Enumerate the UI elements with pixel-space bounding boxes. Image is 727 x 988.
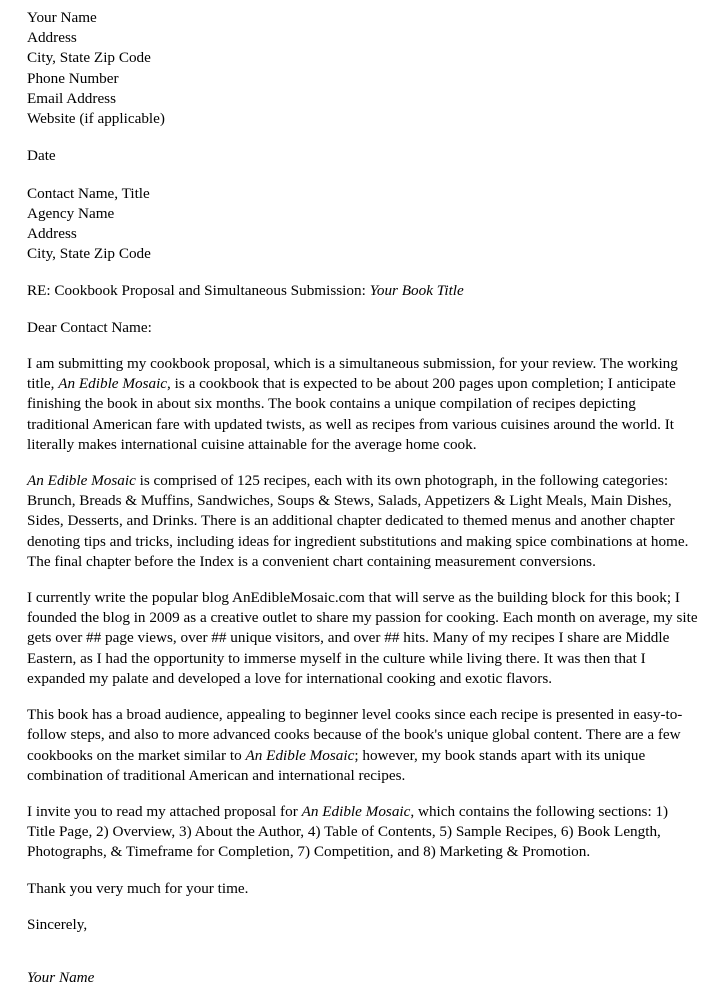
recipient-line: Address xyxy=(27,224,77,242)
body-paragraph-5 xyxy=(27,802,699,863)
sender-line: Website (if applicable) xyxy=(27,110,165,128)
body-paragraph-1 xyxy=(27,354,699,455)
subject-label: RE: Cookbook Proposal and Simultaneous Submission: xyxy=(27,282,366,300)
subject-book-title: Your Book Title xyxy=(369,282,464,300)
date-line: Date xyxy=(27,147,56,165)
sender-line: Email Address xyxy=(27,89,117,107)
closing: Sincerely, xyxy=(27,915,88,933)
recipient-address-block xyxy=(27,184,699,265)
paragraph-text: I am submitting my cookbook proposal, which is a simultaneous submission, for your review. The working title, xyxy=(27,354,678,393)
sender-line: Address xyxy=(27,29,77,47)
body-paragraph-2 xyxy=(27,471,699,572)
paragraph-text: ; however, my book stands apart with its unique combination of traditional American and international recipes. xyxy=(27,746,646,784)
subject-line xyxy=(27,281,699,301)
recipient-line: Agency Name xyxy=(27,204,115,222)
book-title-mention: An Edible Mosaic xyxy=(301,803,411,820)
date-block xyxy=(27,146,699,166)
recipient-line: City, State Zip Code xyxy=(27,245,151,263)
paragraph-text: I invite you to read my attached proposal for xyxy=(27,803,302,820)
book-title-mention: An Edible Mosaic xyxy=(27,471,136,489)
paragraph-text: , which contains the following sections: 1) Title Page, 2) Overview, 3) About the Author, 4) Table of Contents, 5) Sample Recipes, 6) Book Length, Photographs, & Timeframe for Completion, 7) Competition, and 8) Marketing & Promotion. xyxy=(27,803,669,861)
sender-address-block xyxy=(27,8,699,129)
body-paragraph-4 xyxy=(27,705,699,786)
signature-space xyxy=(27,951,699,968)
sender-line: Phone Number xyxy=(27,69,119,87)
book-title-mention: An Edible Mosaic xyxy=(245,746,355,764)
paragraph-text: , is a cookbook that is expected to be about 200 pages upon completion; I anticipate finishing the book in about six months. The book contains a unique compilation of recipes depicting traditional American fare with updated twists, as well as recipes from various cuisines around the world. It literally makes international cuisine attainable for the average home cook. xyxy=(27,375,676,453)
paragraph-text: This book has a broad audience, appealing to beginner level cooks since each recipe is presented in easy-to-follow steps, and also to more advanced cooks because of the book's unique global content. There are a few cookbooks on the market similar to xyxy=(27,706,683,764)
signature-name: Your Name xyxy=(27,969,95,987)
sender-line: Your Name xyxy=(27,9,97,26)
salutation: Dear Contact Name: xyxy=(27,318,152,336)
book-title-mention: An Edible Mosaic xyxy=(58,375,168,393)
body-paragraph-6: Thank you very much for your time. xyxy=(27,879,249,897)
sender-line: City, State Zip Code xyxy=(27,49,151,67)
paragraph-text: is comprised of 125 recipes, each with its own photograph, in the following categories: Brunch, Breads & Muffins, Sandwiches, Soups & Stews, Salads, Appetizers & Light Meals, Main Dishes, Sides, Desserts, and Drinks. There is an additional chapter dedicated to themed menus and another chapter denoting tips and tricks, including ideas for ingredient substitutions and making spice combinations at home. The final chapter before the Index is a convenient chart containing measurement conversions. xyxy=(27,471,689,570)
body-paragraph-3: I currently write the popular blog AnEdibleMosaic.com that will serve as the building block for this book; I founded the blog in 2009 as a creative outlet to share my passion for cooking. Each month on average, my site gets over ## page views, over ## unique visitors, and over ## hits. Many of my recipes I share are Middle Eastern, as I had the opportunity to immerse myself in the culture while living there. It was then that I expanded my palate and developed a love for international cooking and exotic flavors. xyxy=(27,589,698,687)
recipient-line: Contact Name, Title xyxy=(27,184,150,202)
